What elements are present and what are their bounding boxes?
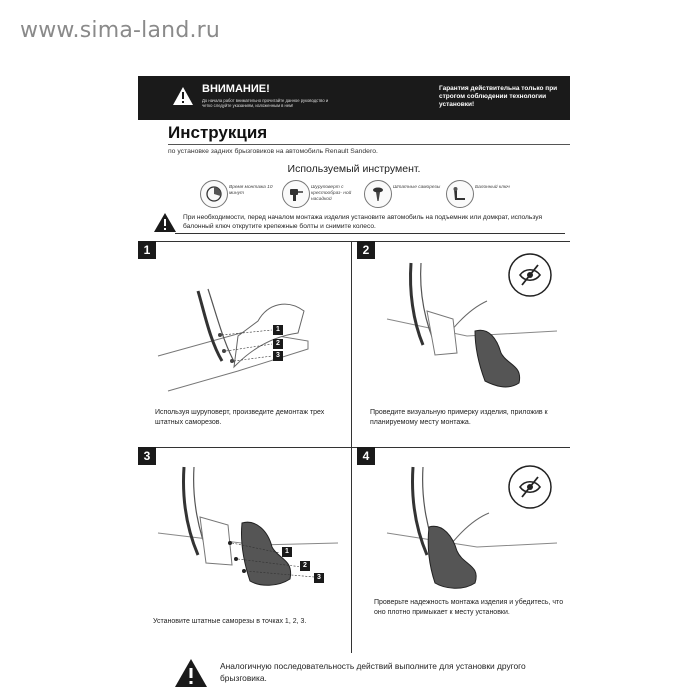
guarantee-note: Гарантия действительна только при строгом соблюдении технологии установки! <box>439 85 558 108</box>
warning-title: ВНИМАНИЕ! <box>202 83 270 95</box>
caution-note <box>153 212 563 234</box>
caution-text: При необходимости, перед началом монтажа изделия установите автомобиль на подъемник или домкрат, используя балонный ключ открутите крепежные болты и снимите колесо. <box>183 214 543 230</box>
clock-icon <box>205 185 223 203</box>
warning-banner <box>138 76 570 120</box>
step-panel-4 <box>357 447 570 653</box>
callout-1: 1 <box>273 325 283 335</box>
document-subtitle: по установке задних брызговиков на автомобиль Renault Sandero. <box>168 148 378 155</box>
step-panel-1 <box>138 241 351 447</box>
site-watermark: www.sima-land.ru <box>20 18 221 43</box>
caution-divider <box>175 233 565 234</box>
warning-triangle-icon <box>172 86 194 106</box>
step-number-badge: 2 <box>357 241 375 259</box>
warning-triangle-icon <box>153 212 177 233</box>
step-number-badge: 4 <box>357 447 375 465</box>
tool-label: Штатные саморезы <box>393 185 441 190</box>
step-caption: Проведите визуальную примерку изделия, приложив к планируемому месту монтажа. <box>370 409 548 426</box>
tool-label: Время монтажа 10 минут <box>229 185 273 196</box>
step-panel-3 <box>138 447 351 653</box>
grid-line <box>351 241 352 653</box>
screw-icon <box>369 185 387 203</box>
callout-2: 2 <box>273 339 283 349</box>
warning-triangle-icon <box>174 658 208 688</box>
callout-1: 1 <box>282 547 292 557</box>
callout-2: 2 <box>300 561 310 571</box>
callout-3: 3 <box>273 351 283 361</box>
bottom-note <box>174 658 564 688</box>
eye-icon <box>517 263 543 287</box>
step-caption: Используя шуруповерт, произведите демонтаж трех штатных саморезов. <box>155 409 325 426</box>
eye-icon <box>517 475 543 499</box>
tool-label: Балонный ключ <box>475 185 510 190</box>
instruction-sheet <box>138 76 570 700</box>
screwdriver-icon <box>287 185 305 203</box>
bottom-note-text: Аналогичную последовательность действий выполните для установки другого брызговика. <box>220 661 526 683</box>
tools-heading: Используемый инструмент. <box>287 163 421 175</box>
steps-grid <box>138 241 570 653</box>
step-caption: Проверьте надежность монтажа изделия и убедитесь, что оно плотно примыкает к месту установки. <box>374 599 564 616</box>
title-divider <box>168 144 570 145</box>
step-caption: Установите штатные саморезы в точках 1, 2, 3. <box>153 618 307 625</box>
step-panel-2 <box>357 241 570 447</box>
wrench-icon <box>451 185 469 203</box>
document-title: Инструкция <box>168 123 268 142</box>
step-number-badge: 1 <box>138 241 156 259</box>
tool-label: Шуруповерт с крестообраз- ной насадкой <box>311 185 352 202</box>
callout-3: 3 <box>314 573 324 583</box>
warning-text: До начала работ внимательно прочитайте данное руководство и четко следуйте указаниям, изложенным в нем! <box>202 98 329 108</box>
step-number-badge: 3 <box>138 447 156 465</box>
